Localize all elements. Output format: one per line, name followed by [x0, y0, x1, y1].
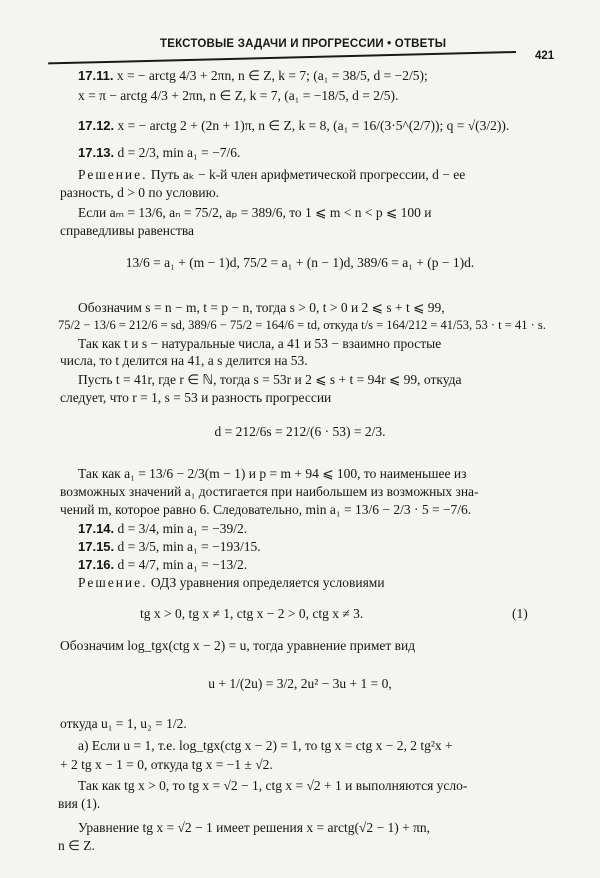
text-line: числа, то t делится на 41, а s делится на 53.: [60, 353, 308, 368]
text-line: следует, что r = 1, s = 53 и разность прогрессии: [60, 390, 332, 405]
domain-conditions: tg x > 0, tg x ≠ 1, ctg x − 2 > 0, ctg x ≠ 3.: [140, 606, 364, 621]
text-line: 75/2 − 13/6 = 212/6 = sd, 389/6 − 75/2 = 164/6 = td, откуда t/s = 164/212 = 41/53, 53 · t = 41 · s.: [58, 318, 546, 332]
answer-17-11: 17.11. x = − arctg 4/3 + 2πn, n ∈ Z, k = 7; (a₁ = 38/5, d = −2/5);: [78, 68, 428, 83]
solution-para-1: Решение. Путь aₖ − k-й член арифметической прогрессии, d − ее: [78, 167, 466, 182]
solution-para-2: Решение. ОДЗ уравнения определяется условиями: [78, 575, 385, 590]
text-line: Обозначим s = n − m, t = p − n, тогда s > 0, t > 0 и 2 ⩽ s + t ⩽ 99,: [78, 300, 445, 315]
header-rule: [48, 51, 516, 64]
equation-d: d = 212/6s = 212/(6 · 53) = 2/3.: [214, 424, 386, 439]
text-line: вия (1).: [58, 796, 101, 811]
text-line: справедливы равенства: [60, 223, 195, 238]
answer-17-12: 17.12. x = − arctg 2 + (2n + 1)π, n ∈ Z, k = 8, (a₁ = 16/(3·5^(2/7)); q = √(3/2)).: [78, 118, 510, 133]
answer-17-13: 17.13. d = 2/3, min a₁ = −7/6.: [78, 145, 241, 160]
text-line: Так как a₁ = 13/6 − 2/3(m − 1) и p = m + 94 ⩽ 100, то наименьшее из: [78, 466, 467, 481]
equation-tag: (1): [512, 606, 528, 621]
text-line: Так как t и s − натуральные числа, а 41 и 53 − взаимно простые: [78, 336, 442, 351]
equation-system: 13/6 = a₁ + (m − 1)d, 75/2 = a₁ + (n − 1)d, 389/6 = a₁ + (p − 1)d.: [125, 255, 475, 270]
text-line: разность, d > 0 по условию.: [60, 185, 220, 200]
answer-17-11-line2: x = π − arctg 4/3 + 2πn, n ∈ Z, k = 7, (a₁ = −18/5, d = 2/5).: [78, 88, 399, 103]
equation-u: u + 1/(2u) = 3/2, 2u² − 3u + 1 = 0,: [208, 676, 392, 691]
text-line: + 2 tg x − 1 = 0, откуда tg x = −1 ± √2.: [60, 757, 273, 772]
text-line: а) Если u = 1, т.е. log_tgx(ctg x − 2) = 1, то tg x = ctg x − 2, 2 tg²x +: [78, 738, 453, 753]
text-line: откуда u₁ = 1, u₂ = 1/2.: [60, 716, 187, 731]
text-line: возможных значений a₁ достигается при наибольшем из возможных зна-: [60, 484, 479, 499]
text-line: Если aₘ = 13/6, aₙ = 75/2, aₚ = 389/6, то 1 ⩽ m < n < p ⩽ 100 и: [78, 205, 432, 220]
answer-17-16: 17.16. d = 4/7, min a₁ = −13/2.: [78, 557, 248, 572]
answer-17-15: 17.15. d = 3/5, min a₁ = −193/15.: [78, 539, 261, 554]
text-line: Обозначим log_tgx(ctg x − 2) = u, тогда уравнение примет вид: [60, 638, 416, 653]
running-header: ТЕКСТОВЫЕ ЗАДАЧИ И ПРОГРЕССИИ • ОТВЕТЫ: [160, 38, 447, 50]
text-line: чений m, которое равно 6. Следовательно, min a₁ = 13/6 − 2/3 · 5 = −7/6.: [60, 502, 472, 517]
text-line: n ∈ Z.: [58, 838, 95, 853]
text-line: Уравнение tg x = √2 − 1 имеет решения x = arctg(√2 − 1) + πn,: [78, 820, 431, 835]
text-line: Пусть t = 41r, где r ∈ ℕ, тогда s = 53r и 2 ⩽ s + t = 94r ⩽ 99, откуда: [78, 372, 462, 387]
page-number: 421: [535, 50, 555, 62]
answer-17-14: 17.14. d = 3/4, min a₁ = −39/2.: [78, 521, 248, 536]
text-line: Так как tg x > 0, то tg x = √2 − 1, ctg x = √2 + 1 и выполняются усло-: [78, 778, 468, 793]
